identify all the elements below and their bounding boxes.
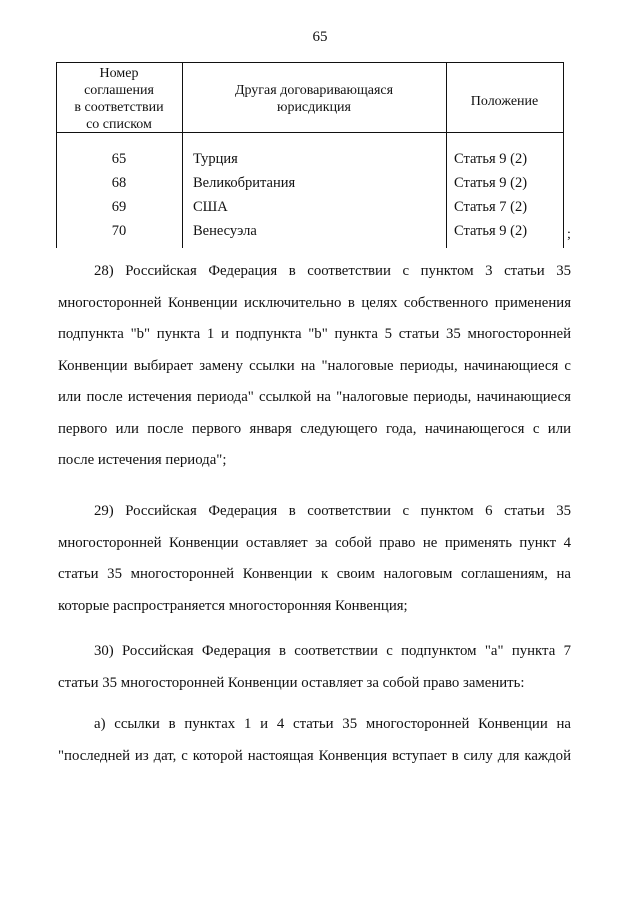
header-line: Номер [99, 66, 139, 81]
row-provision: Статья 7 (2) [454, 199, 528, 215]
paragraph-line: которые распространяется многосторонняя Конвенция; [58, 597, 408, 614]
paragraph-28 [58, 256, 571, 477]
row-number: 69 [111, 199, 127, 215]
paragraph-line: 30) Российская Федерация в соответствии с подпунктом "а" пункта 7 [94, 643, 571, 659]
paragraph-line: 28) Российская Федерация в соответствии с пунктом 3 статьи 35 [94, 263, 571, 279]
row-number: 65 [111, 151, 127, 167]
row-jurisdiction: Великобритания [193, 175, 296, 191]
header-line: Другая договаривающаяся [234, 83, 394, 98]
table-right-border [563, 62, 564, 248]
row-jurisdiction: Венесуэла [193, 223, 257, 239]
row-number: 70 [111, 223, 127, 239]
row-number: 68 [111, 175, 127, 191]
table-top-border [56, 62, 564, 63]
subparagraph-a [58, 709, 571, 772]
paragraph-line: многосторонней Конвенции исключительно в целях собственного применения [58, 294, 571, 311]
table-column-divider [446, 62, 447, 248]
row-provision: Статья 9 (2) [454, 223, 528, 239]
paragraph-line: 29) Российская Федерация в соответствии с пунктом 6 статьи 35 [94, 503, 571, 519]
paragraph-line: или после истечения периода" ссылкой на "налоговые периоды, начинающиеся [58, 389, 571, 405]
paragraph-30 [58, 636, 571, 699]
row-jurisdiction: Турция [193, 151, 238, 167]
header-line: юрисдикция [276, 100, 351, 115]
row-provision: Статья 9 (2) [454, 151, 528, 167]
header-line: соглашения [84, 83, 154, 98]
paragraph-line: после истечения периода"; [58, 452, 227, 468]
row-provision: Статья 9 (2) [454, 175, 528, 191]
paragraph-line: а) ссылки в пунктах 1 и 4 статьи 35 многосторонней Конвенции на [94, 716, 571, 732]
paragraph-line: первого или после первого января следующего года, начинающегося с или [58, 420, 571, 437]
paragraph-line: Конвенции выбирает замену ссылки на "налоговые периоды, начинающиеся с [58, 357, 571, 374]
header-provision: Положение [470, 94, 539, 109]
header-jurisdiction [182, 82, 446, 116]
paragraph-line: многосторонней Конвенции оставляет за собой право не применять пункт 4 [58, 534, 571, 551]
header-agreement-number [56, 65, 182, 133]
paragraph-line: "последней из дат, с которой настоящая Конвенция вступает в силу для каждой [58, 747, 571, 764]
row-jurisdiction: США [193, 199, 228, 215]
paragraph-line: статьи 35 многосторонней Конвенции к своим налоговым соглашениям, на [58, 566, 571, 582]
paragraph-29 [58, 496, 571, 622]
header-line: в соответствии [74, 100, 164, 115]
page-number: 65 [312, 29, 328, 45]
paragraph-line: подпункта "b" пункта 1 и подпункта "b" пункта 5 статьи 35 многосторонней [58, 326, 571, 342]
agreements-table [56, 62, 564, 248]
header-line: со списком [86, 117, 152, 132]
paragraph-line: статьи 35 многосторонней Конвенции оставляет за собой право заменить: [58, 674, 525, 691]
table-trailing-semicolon: ; [567, 227, 571, 242]
